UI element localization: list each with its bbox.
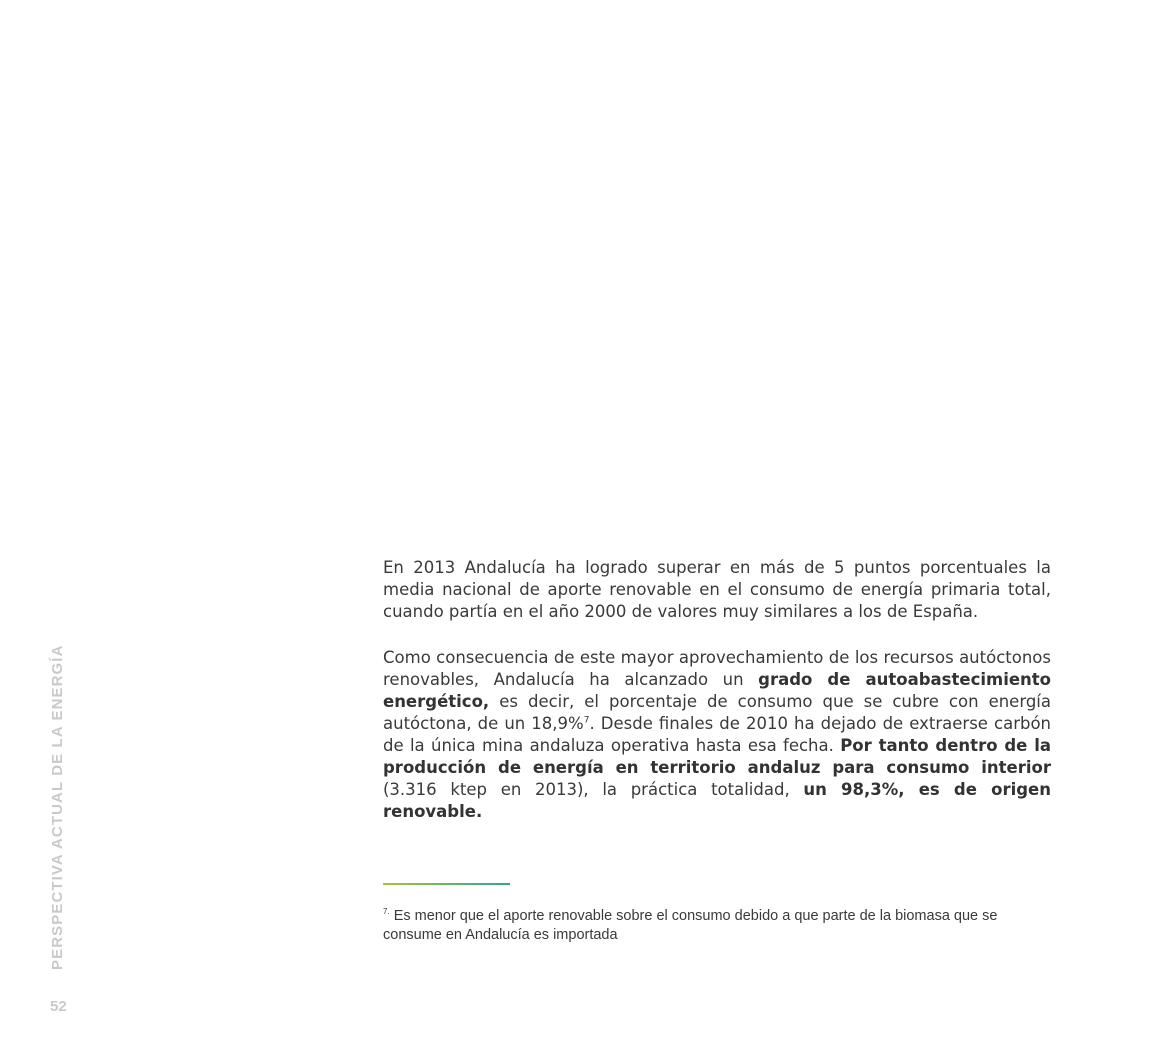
paragraph-2 [383, 647, 1051, 823]
paragraph-2-bold-3: un 98,3%, es de origen renovable. [383, 780, 1051, 821]
body-text [383, 557, 1051, 823]
footnote-divider [383, 883, 510, 885]
footnote-text: Es menor que el aporte renovable sobre el consumo debido a que parte de la biomasa que se consume en Andalucía es importada [383, 908, 998, 943]
page-number: 52 [50, 998, 67, 1015]
paragraph-2-bold-1: grado de autoabastecimiento energético, [383, 670, 1052, 711]
footnote-reference[interactable]: 7 [583, 715, 590, 726]
paragraph-2-text-2: es decir, el porcentaje de consumo que se cubre con energía autóctona, de un 18,9% [383, 692, 1051, 733]
paragraph-2-text-1: Como consecuencia de este mayor aprovechamiento de los recursos autóctonos renovables, Andalucía ha alcanzado un [383, 648, 1051, 689]
paragraph-1: En 2013 Andalucía ha logrado superar en más de 5 puntos porcentuales la media nacional de aporte renovable en el consumo de energía primaria total, cuando partía en el año 2000 de valores muy similares a los de España. [383, 558, 1051, 621]
paragraph-2-bold-2: Por tanto dentro de la producción de energía en territorio andaluz para consumo interior [383, 736, 1051, 777]
footnote-marker: 7. [383, 907, 390, 917]
paragraph-2-text-3: . Desde finales de 2010 ha dejado de extraerse carbón de la única mina andaluza operativa hasta esa fecha. [383, 714, 1052, 755]
paragraph-2-text-4: (3.316 ktep en 2013), la práctica totalidad, [383, 780, 804, 799]
section-title: PERSPECTIVA ACTUAL DE LA ENERGÍA [49, 644, 66, 970]
footnote [383, 907, 1053, 945]
